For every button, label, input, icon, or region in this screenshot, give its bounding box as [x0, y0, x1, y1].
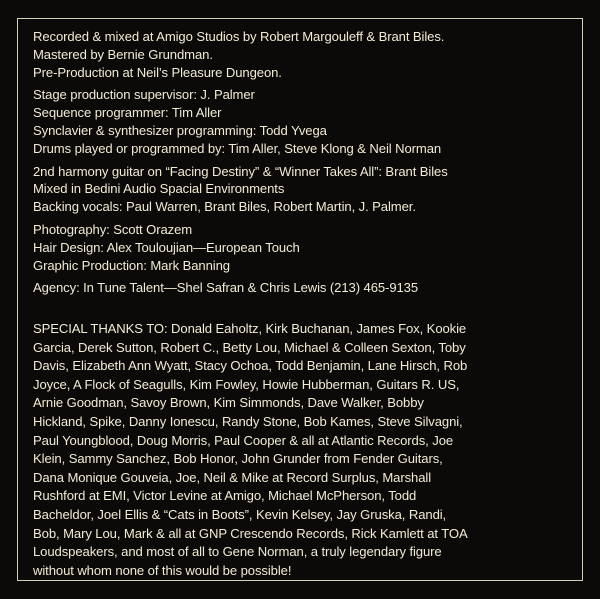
credit-line: Pre-Production at Neil’s Pleasure Dungeon.: [33, 64, 282, 80]
credit-line: Hair Design: Alex Touloujian—European Touch: [33, 239, 300, 255]
credit-line: Recorded & mixed at Amigo Studios by Robert Margouleff & Brant Biles.: [33, 29, 445, 44]
performance-credits: [33, 163, 578, 216]
thanks-line: Paul Youngblood, Doug Morris, Paul Cooper & all at Atlantic Records, Joe: [33, 432, 454, 448]
agency-credit: [33, 279, 578, 297]
credit-line: Backing vocals: Paul Warren, Brant Biles, Robert Martin, J. Palmer.: [33, 199, 416, 215]
art-credits: [33, 221, 578, 274]
credit-line: Photography: Scott Orazem: [33, 221, 193, 237]
thanks-line: Bob, Mary Lou, Mark & all at GNP Crescendo Records, Rick Kamlett at TOA: [33, 525, 468, 541]
thanks-line: Rushford at EMI, Victor Levine at Amigo, Michael McPherson, Todd: [33, 488, 417, 504]
thanks-line: Klein, Sammy Sanchez, Bob Honor, John Grunder from Fender Guitars,: [33, 451, 443, 467]
credits-block: [33, 28, 578, 297]
thanks-line: Loudspeakers, and most of all to Gene Norman, a truly legendary figure: [33, 544, 442, 560]
special-thanks-block: [33, 320, 578, 580]
credit-line: Mixed in Bedini Audio Spacial Environments: [33, 181, 285, 197]
recording-credits: [33, 28, 578, 81]
thanks-line: Davis, Elizabeth Ann Wyatt, Stacy Ochoa, Todd Benjamin, Lane Hirsch, Rob: [33, 358, 468, 374]
credit-line: Graphic Production: Mark Banning: [33, 257, 230, 273]
credit-line: Drums played or programmed by: Tim Aller, Steve Klong & Neil Norman: [33, 140, 442, 156]
thanks-line: Hickland, Spike, Danny Ionescu, Randy Stone, Bob Kames, Steve Silvagni,: [33, 413, 463, 429]
thanks-line: SPECIAL THANKS TO: Donald Eaholtz, Kirk Buchanan, James Fox, Kookie: [33, 321, 467, 336]
production-credits: [33, 86, 578, 157]
credit-line: Sequence programmer: Tim Aller: [33, 105, 222, 121]
credit-line: Agency: In Tune Talent—Shel Safran & Chris Lewis (213) 465-9135: [33, 280, 419, 296]
credit-line: Synclavier & synthesizer programming: Todd Yvega: [33, 122, 327, 138]
credit-line: Mastered by Bernie Grundman.: [33, 46, 213, 62]
credit-line: Stage production supervisor: J. Palmer: [33, 87, 255, 103]
thanks-line: Arnie Goodman, Savoy Brown, Kim Simmonds, Dave Walker, Bobby: [33, 395, 424, 411]
thanks-line: Dana Monique Gouveia, Joe, Neil & Mike at Record Surplus, Marshall: [33, 469, 432, 485]
thanks-line: without whom none of this would be possible!: [33, 562, 292, 578]
thanks-line: Garcia, Derek Sutton, Robert C., Betty Lou, Michael & Colleen Sexton, Toby: [33, 339, 466, 355]
credit-line: 2nd harmony guitar on “Facing Destiny” & “Winner Takes All”: Brant Biles: [33, 163, 448, 179]
thanks-line: Bacheldor, Joel Ellis & “Cats in Boots”, Kevin Kelsey, Jay Gruska, Randi,: [33, 506, 447, 522]
thanks-line: Joyce, A Flock of Seagulls, Kim Fowley, Howie Hubberman, Guitars R. US,: [33, 376, 460, 392]
